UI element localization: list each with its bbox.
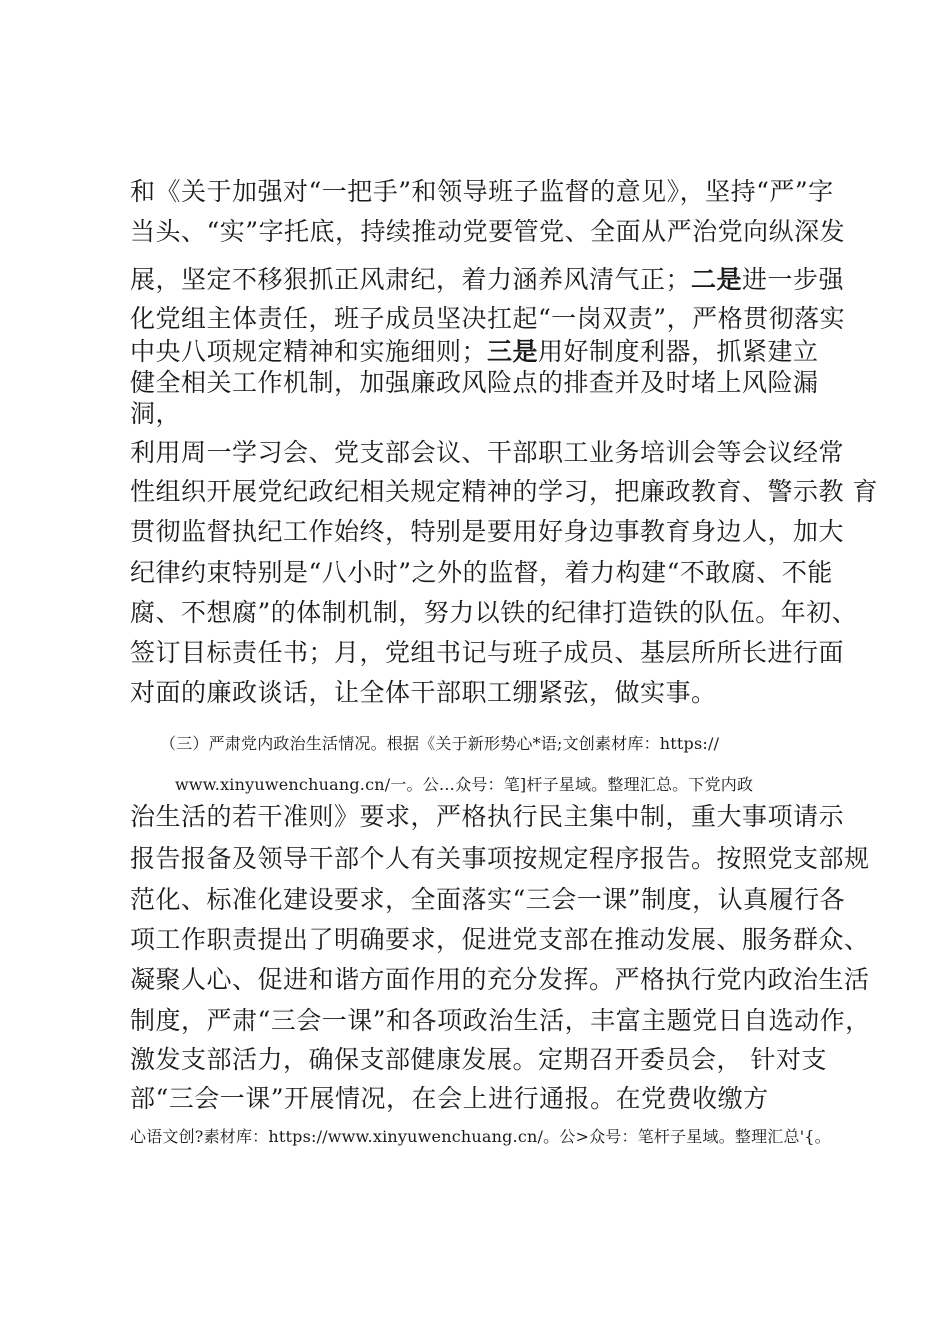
section-3-line-5: 凝聚人心、促进和谐方面作用的充分发挥。严格执行党内政治生活 <box>130 965 870 994</box>
point-two-marker: 二是 <box>691 265 743 294</box>
section-3-line-2: 报告报备及领导干部个人有关事项按规定程序报告。按照党支部规 <box>130 844 870 873</box>
paragraph-2-line-6: 签订目标责任书；月，党组书记与班子成员、基层所所长进行面 <box>130 638 845 667</box>
paragraph-1-line-2: 当头、“实”字托底，持续推动党要管党、全面从严治党向纵深发 <box>130 217 846 246</box>
paragraph-1-line-3-rest: 进一步强 <box>742 265 845 294</box>
paragraph-2-line-2: 性组织开展党纪政纪相关规定精神的学习，把廉政教育、警示教 育 <box>130 477 878 506</box>
paragraph-1-line-5 <box>130 337 819 367</box>
paragraph-2-line-4: 纪律约束特别是“八小时”之外的监督，着力构建“不敢腐、不能 <box>130 558 833 587</box>
section-3-line-8: 部“三会一课”开展情况，在会上进行通报。在党费收缴方 <box>130 1084 769 1113</box>
point-three-marker: 三是 <box>487 337 539 366</box>
paragraph-1-line-4: 化党组主体责任，班子成员坚决扛起“一岗双责”，严格贯彻落实 <box>130 304 846 333</box>
paragraph-1-line-5-text: 中央八项规定精神和实施细则； <box>130 337 488 366</box>
paragraph-1-line-1: 和《关于加强对“一把手”和领导班子监督的意见》，坚持“严”字 <box>130 177 834 206</box>
section-3-heading-line-1: （三）严肃党内政治生活情况。根据《关于新形势心*语;文创素材库：https:// <box>160 734 720 753</box>
paragraph-1-line-7: 洞， <box>130 399 182 428</box>
paragraph-2-line-7: 对面的廉政谈话，让全体干部职工绷紧弦，做实事。 <box>130 678 717 707</box>
section-3-line-1: 治生活的若干准则》要求，严格执行民主集中制，重大事项请示 <box>130 802 845 831</box>
paragraph-1-line-3 <box>130 265 844 295</box>
paragraph-2-line-1: 利用周一学习会、党支部会议、干部职工业务培训会等会议经常 <box>130 438 845 467</box>
paragraph-1-line-5-rest: 用好制度利器，抓紧建立 <box>538 337 819 366</box>
section-3-line-6: 制度，严肃“三会一课”和各项政治生活，丰富主题党日自选动作， <box>130 1006 871 1035</box>
paragraph-2-line-3: 贯彻监督执纪工作始终，特别是要用好身边事教育身边人，加大 <box>130 517 845 546</box>
paragraph-2-line-5: 腐、不想腐”的体制机制，努力以铁的纪律打造铁的队伍。年初、 <box>130 598 858 627</box>
section-3-line-3: 范化、标准化建设要求，全面落实“三会一课”制度，认真履行各 <box>130 885 846 914</box>
paragraph-1-line-3-text: 展，坚定不移狠抓正风肃纪，着力涵养风清气正； <box>130 265 692 294</box>
section-3-line-4: 项工作职责提出了明确要求，促进党支部在推动发展、服务群众、 <box>130 925 870 954</box>
section-3-line-7: 激发支部活力，确保支部健康发展。定期召开委员会， 针对支 <box>130 1045 827 1074</box>
section-3-heading-line-2: www.xinyuwenchuang.cn/一。公…众号：笔]杆子星域。整理汇总。下党内政 <box>175 775 754 794</box>
section-3-footer-note: 心语文创?素材库：https://www.xinyuwenchuang.cn/。公>众号：笔杆子星域。整理汇总'{。 <box>130 1127 831 1146</box>
paragraph-1-line-6: 健全相关工作机制，加强廉政风险点的排查并及时堵上风险漏 <box>130 368 819 397</box>
